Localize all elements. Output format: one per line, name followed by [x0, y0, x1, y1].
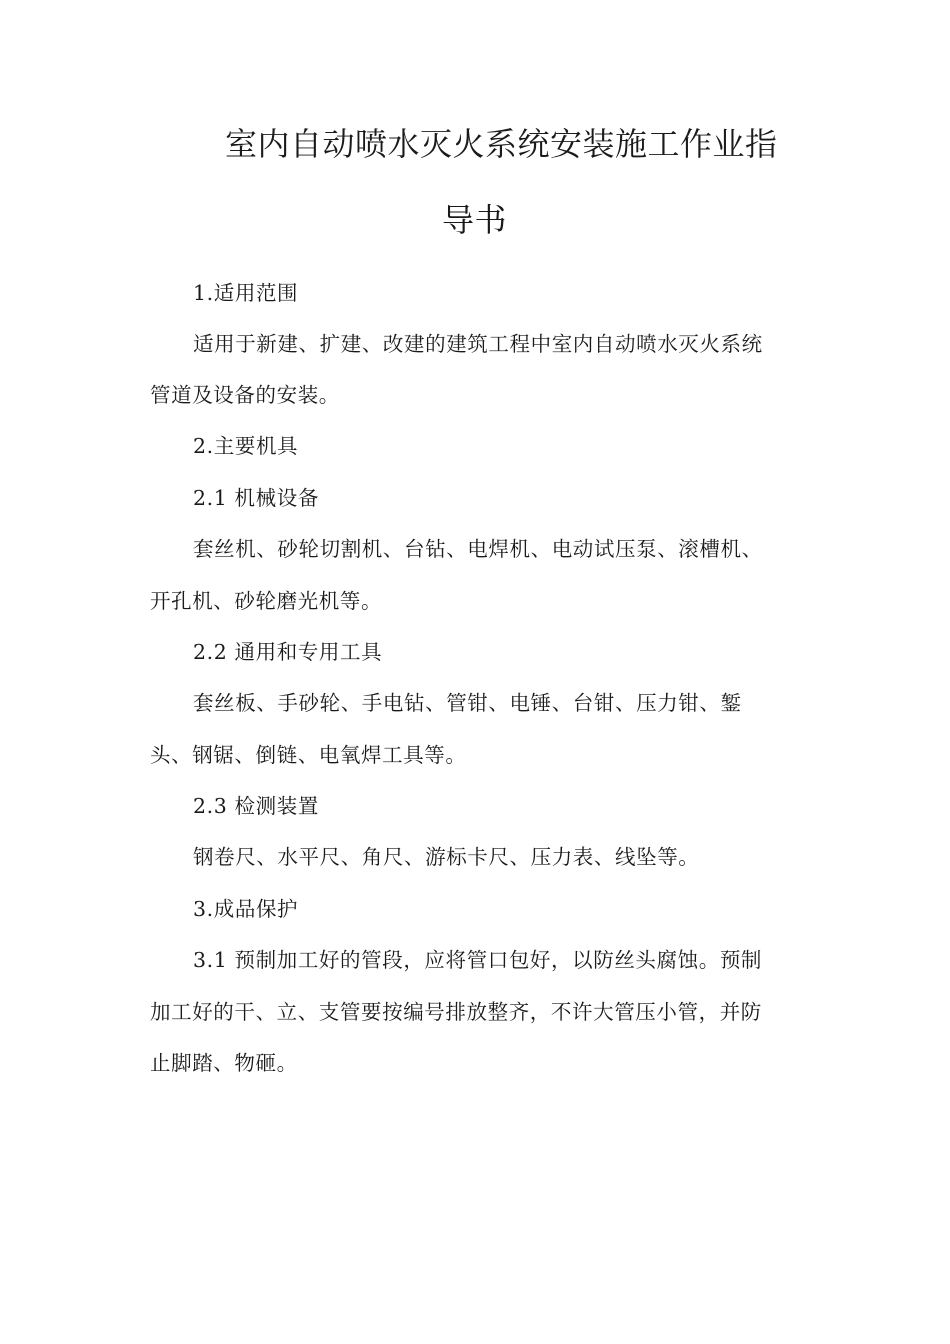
paragraph-tools-line-1: 套丝板、手砂轮、手电钻、管钳、电锤、台钳、压力钳、錾	[193, 691, 742, 715]
paragraph-protection-line-3: 止脚踏、物砸。	[150, 1051, 298, 1075]
document-title-line-2: 导书	[442, 201, 508, 239]
paragraph-scope-line-1: 适用于新建、扩建、改建的建筑工程中室内自动喷水灭火系统	[193, 332, 763, 356]
paragraph-tools-line-2: 头、钢锯、倒链、电氧焊工具等。	[150, 743, 467, 767]
paragraph-equipment-line-2: 开孔机、砂轮磨光机等。	[150, 589, 383, 613]
paragraph-instruments-line-1: 钢卷尺、水平尺、角尺、游标卡尺、压力表、线坠等。	[193, 845, 700, 869]
subsection-heading-2-2: 2.2 通用和专用工具	[193, 640, 383, 664]
paragraph-protection-line-1: 3.1 预制加工好的管段，应将管口包好，以防丝头腐蚀。预制	[193, 948, 763, 972]
section-heading-3: 3.成品保护	[193, 897, 299, 921]
paragraph-equipment-line-1: 套丝机、砂轮切割机、台钻、电焊机、电动试压泵、滚槽机、	[193, 537, 763, 561]
section-heading-1: 1.适用范围	[193, 281, 299, 305]
paragraph-scope-line-2: 管道及设备的安装。	[150, 383, 340, 407]
subsection-heading-2-3: 2.3 检测装置	[193, 794, 319, 818]
section-heading-2: 2.主要机具	[193, 434, 299, 458]
subsection-heading-2-1: 2.1 机械设备	[193, 486, 319, 510]
paragraph-protection-line-2: 加工好的干、立、支管要按编号排放整齐，不许大管压小管，并防	[150, 1000, 762, 1024]
document-title-line-1: 室内自动喷水灭火系统安装施工作业指	[225, 125, 778, 163]
